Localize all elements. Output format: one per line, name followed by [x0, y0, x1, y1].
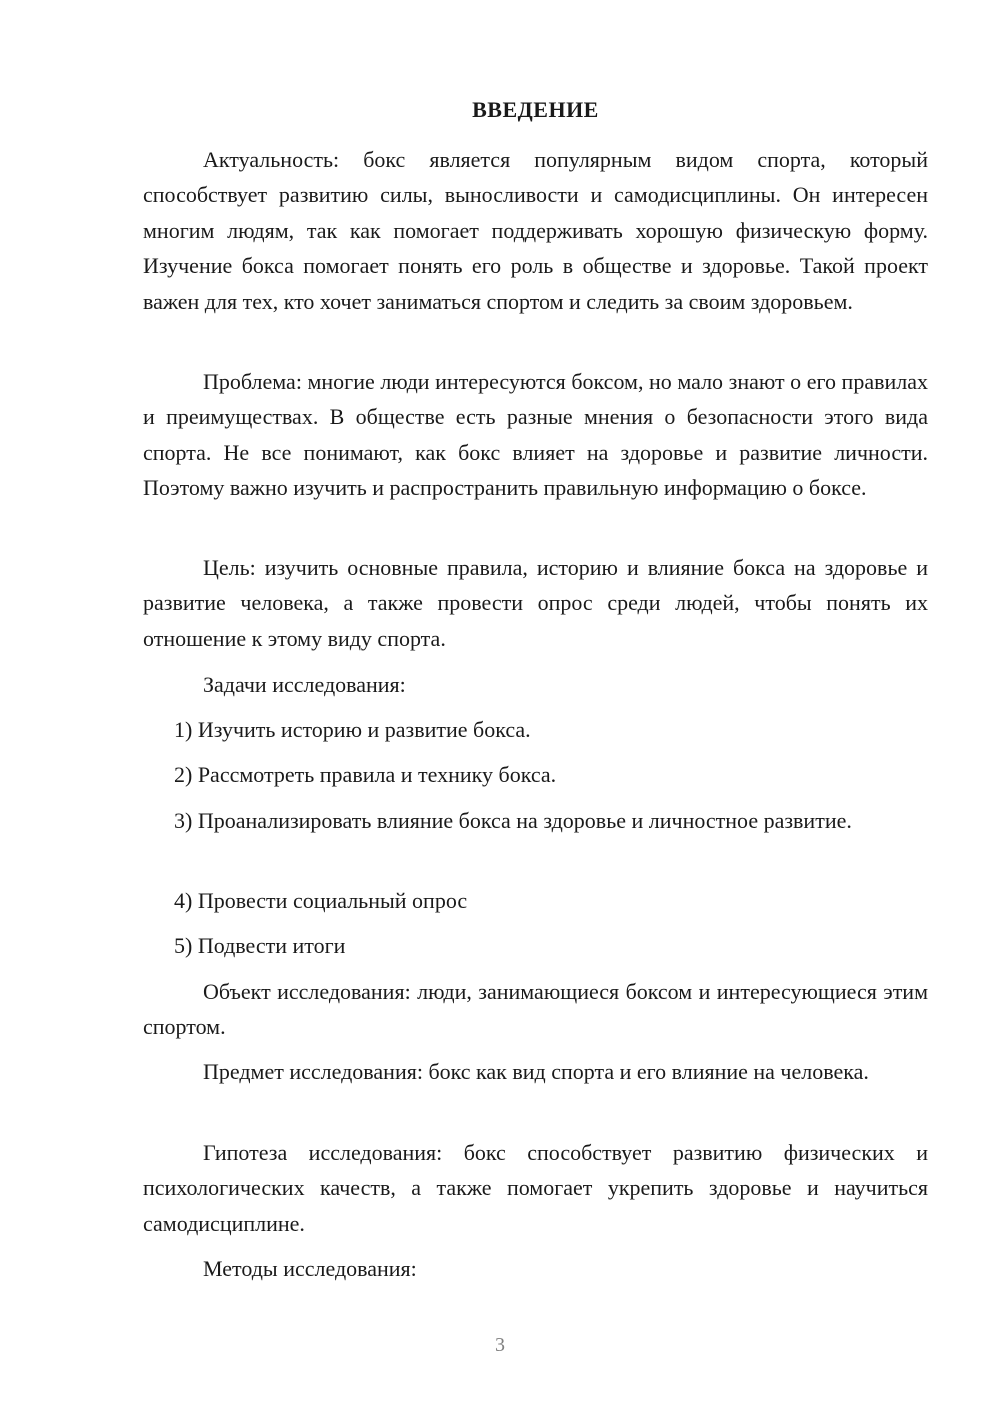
subject-paragraph: Предмет исследования: бокс как вид спорта и его влияние на человека.: [203, 1059, 869, 1084]
page-number: 3: [495, 1334, 505, 1356]
tasks-heading: Задачи исследования:: [203, 672, 406, 697]
task-item: 2) Рассмотреть правила и технику бокса.: [174, 762, 557, 787]
task-item: 4) Провести социальный опрос: [174, 888, 468, 913]
task-item: 3) Проанализировать влияние бокса на здоровье и личностное развитие.: [174, 808, 852, 833]
document-page: [143, 0, 928, 1414]
task-item: 1) Изучить историю и развитие бокса.: [174, 717, 531, 742]
object-paragraph: Объект исследования: люди, занимающиеся боксом и интересующиеся этим спортом.: [143, 979, 928, 1040]
task-item: 5) Подвести итоги: [174, 933, 346, 958]
methods-heading: Методы исследования:: [203, 1256, 417, 1281]
problem-paragraph: Проблема: многие люди интересуются боксом, но мало знают о его правилах и преимуществах. В обществе есть разные мнения о безопасности этого вида спорта. Не все понимают, как бокс влияет на здоровье и развитие личности. Поэтому важно изучить и распространить правильную информацию о боксе.: [143, 369, 928, 501]
hypothesis-paragraph: Гипотеза исследования: бокс способствует развитию физических и психологических качеств, а также помогает укрепить здоровье и научиться самодисциплине.: [143, 1140, 928, 1236]
page-title: ВВЕДЕНИЕ: [472, 97, 599, 122]
goal-paragraph: Цель: изучить основные правила, историю и влияние бокса на здоровье и развитие человека, а также провести опрос среди людей, чтобы понять их отношение к этому виду спорта.: [143, 555, 928, 651]
relevance-paragraph: Актуальность: бокс является популярным видом спорта, который способствует развитию силы, выносливости и самодисциплины. Он интересен многим людям, так как помогает поддерживать хорошую физическую форму. Изучение бокса помогает понять его роль в обществе и здоровье. Такой проект важен для тех, кто хочет заниматься спортом и следить за своим здоровьем.: [143, 147, 928, 314]
